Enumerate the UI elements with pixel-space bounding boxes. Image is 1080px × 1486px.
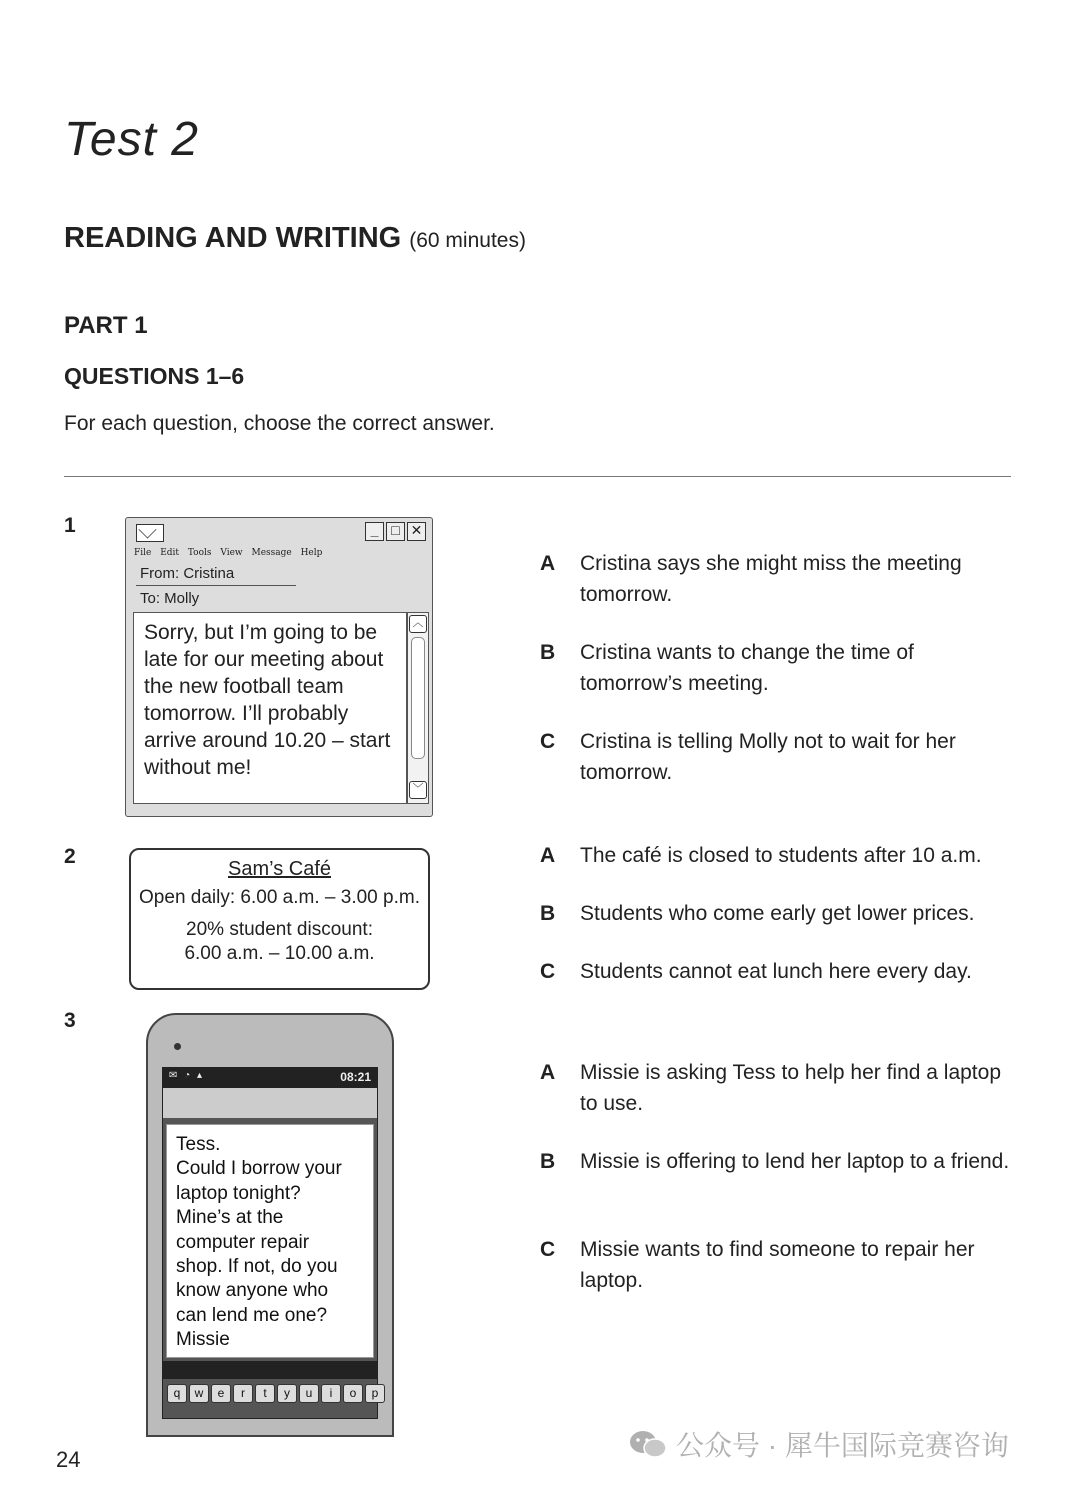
keyboard-key: w xyxy=(189,1384,209,1403)
phone-screen xyxy=(162,1067,378,1419)
option-letter: C xyxy=(540,1238,556,1261)
email-body xyxy=(133,612,407,804)
test-title: Test 2 xyxy=(64,113,199,166)
divider xyxy=(136,585,296,586)
option-letter: A xyxy=(540,552,556,575)
message-line: Mine’s at the xyxy=(176,1207,284,1229)
chevron-down-icon: ﹀ xyxy=(409,781,427,799)
option-letter: A xyxy=(540,844,556,867)
message-line: know anyone who xyxy=(176,1280,329,1302)
notification-icons: ✉ ◔ ▴ xyxy=(169,1070,204,1081)
keyboard-key: y xyxy=(277,1384,297,1403)
option-text: Missie wants to find someone to repair her laptop. xyxy=(580,1238,975,1292)
option-letter: C xyxy=(540,960,556,983)
option-3c xyxy=(540,1234,1010,1296)
option-text: Cristina wants to change the time of tomorrow’s meeting. xyxy=(580,641,914,695)
phone-header xyxy=(163,1088,377,1118)
page-number: 24 xyxy=(56,1447,81,1472)
option-text: Students cannot eat lunch here every day. xyxy=(580,960,972,983)
message-line: Could I borrow your xyxy=(176,1158,342,1180)
questions-range: QUESTIONS 1–6 xyxy=(64,363,245,389)
option-2c xyxy=(540,956,1010,987)
scroll-thumb xyxy=(411,637,425,759)
option-text: Students who come early get lower prices. xyxy=(580,902,975,925)
option-text: Missie is offering to lend her laptop to a friend. xyxy=(580,1150,1010,1173)
status-time: 08:21 xyxy=(340,1070,371,1084)
email-menubar: File Edit Tools View Message Help xyxy=(134,548,323,558)
option-2b xyxy=(540,898,1010,929)
keyboard-key: q xyxy=(167,1384,187,1403)
question-number: 1 xyxy=(64,514,76,537)
watermark-text: 公众号 · 犀牛国际竞赛咨询 xyxy=(676,1430,1009,1461)
option-1b xyxy=(540,637,1010,699)
cafe-discount: 20% student discount: xyxy=(186,919,373,940)
close-icon: ✕ xyxy=(407,522,426,541)
option-3b xyxy=(540,1146,1010,1177)
cafe-hours: Open daily: 6.00 a.m. – 3.00 p.m. xyxy=(139,887,420,908)
divider xyxy=(64,476,1011,477)
camera-icon xyxy=(174,1043,181,1050)
email-titlebar xyxy=(126,518,432,546)
option-text: Missie is asking Tess to help her find a laptop to use. xyxy=(580,1061,1002,1115)
email-message: Sorry, but I’m going to be late for our meeting about the new football team tomorrow. I’ll probably arrive around 10.20 – start without me! xyxy=(144,621,391,779)
keyboard-key: i xyxy=(321,1384,341,1403)
instruction: For each question, choose the correct answer. xyxy=(64,412,495,435)
message-line: Missie xyxy=(176,1329,230,1351)
option-letter: B xyxy=(540,1150,556,1173)
keyboard-key: e xyxy=(211,1384,231,1403)
option-2a xyxy=(540,840,1010,871)
email-window xyxy=(125,517,433,817)
wechat-icon xyxy=(628,1429,668,1459)
question-number: 2 xyxy=(64,845,76,868)
status-bar xyxy=(163,1068,377,1088)
message-line: shop. If not, do you xyxy=(176,1256,338,1278)
message-line: laptop tonight? xyxy=(176,1182,301,1204)
keyboard-key: o xyxy=(343,1384,363,1403)
option-letter: B xyxy=(540,902,556,925)
phone-message xyxy=(176,1133,372,1353)
keyboard-key: p xyxy=(365,1384,385,1403)
cafe-name: Sam’s Café xyxy=(227,858,331,880)
part-title: PART 1 xyxy=(64,312,148,339)
option-letter: B xyxy=(540,641,556,664)
section-title-text: READING AND WRITING xyxy=(64,222,402,254)
message-line: Tess. xyxy=(176,1134,221,1155)
option-text: The café is closed to students after 10 a.m. xyxy=(580,844,982,867)
keyboard-key: t xyxy=(255,1384,275,1403)
phone xyxy=(146,1013,394,1437)
input-bar xyxy=(163,1361,377,1379)
cafe-discount-hours: 6.00 a.m. – 10.00 a.m. xyxy=(184,943,375,964)
email-from: From: Cristina xyxy=(140,565,235,582)
minimize-icon: _ xyxy=(365,522,384,541)
keyboard xyxy=(167,1384,385,1403)
option-letter: A xyxy=(540,1061,556,1084)
chevron-up-icon: ︿ xyxy=(409,615,427,633)
option-text: Cristina says she might miss the meeting tomorrow. xyxy=(580,552,962,606)
option-1c xyxy=(540,726,1010,788)
option-text: Cristina is telling Molly not to wait for her tomorrow. xyxy=(580,730,956,784)
phone-message-box xyxy=(166,1124,374,1358)
section-title xyxy=(64,222,526,255)
email-to: To: Molly xyxy=(140,590,200,607)
watermark xyxy=(628,1424,1009,1464)
envelope-icon xyxy=(136,524,164,542)
message-line: computer repair xyxy=(176,1231,310,1253)
maximize-icon: □ xyxy=(386,522,405,541)
keyboard-key: r xyxy=(233,1384,253,1403)
option-3a xyxy=(540,1057,1010,1119)
question-number: 3 xyxy=(64,1009,76,1032)
email-scrollbar xyxy=(407,612,429,804)
cafe-sign xyxy=(129,848,430,990)
section-duration: (60 minutes) xyxy=(409,229,526,252)
option-1a xyxy=(540,548,1010,610)
option-letter: C xyxy=(540,730,556,753)
keyboard-key: u xyxy=(299,1384,319,1403)
message-line: can lend me one? xyxy=(176,1304,328,1326)
